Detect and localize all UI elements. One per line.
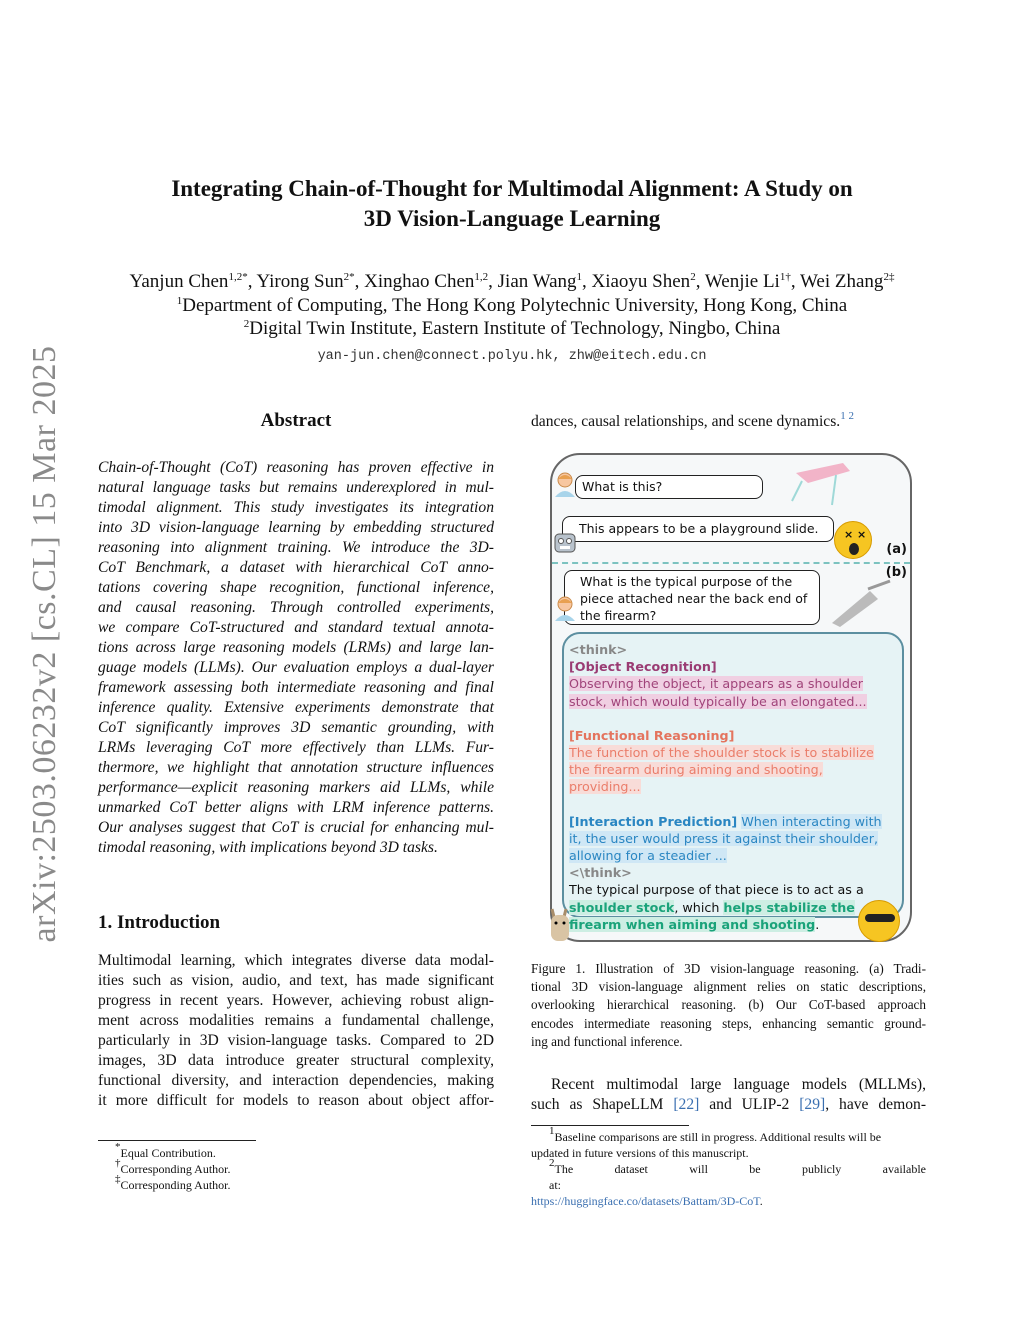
user-avatar-icon bbox=[554, 471, 576, 497]
text-line: and causal reasoning. Through controlled experiments, bbox=[98, 599, 494, 616]
author-affiliation-mark: 1,2 bbox=[474, 271, 489, 283]
firearm-stock-pointcloud-image bbox=[830, 573, 895, 628]
figure-1 bbox=[550, 453, 912, 942]
continued-text bbox=[531, 410, 854, 431]
emails: yan-jun.chen@connect.polyu.hk, zhw@eitech.edu.cn bbox=[317, 348, 707, 364]
text-line: guage models (LLMs). Our evaluation employs a dual-layer bbox=[98, 659, 494, 676]
arxiv-identifier: arXiv:2503.06232v2 [cs.CL] 15 Mar 2025 bbox=[26, 345, 63, 943]
footnote-links[interactable]: 1 2 bbox=[840, 410, 854, 422]
citation-link[interactable]: [22] bbox=[673, 1096, 700, 1113]
text-line: tations covering shape recognition, functional inference, bbox=[98, 579, 494, 596]
user-avatar-icon bbox=[554, 595, 576, 621]
author-name: Yirong Sun bbox=[256, 271, 344, 292]
text-line: LRMs leveraging CoT more effectively than LLMs. Fur- bbox=[98, 739, 494, 756]
footnote-text: Corresponding Author. bbox=[120, 1178, 231, 1192]
footnote-mark: * bbox=[115, 1141, 121, 1153]
answer-text: The typical purpose of that piece is to act as a bbox=[569, 882, 864, 898]
text: such as ShapeLLM bbox=[531, 1096, 674, 1113]
footnote-text: Corresponding Author. bbox=[120, 1162, 231, 1176]
dataset-link[interactable]: https://huggingface.co/datasets/Battam/3D-CoT bbox=[531, 1194, 760, 1208]
text-line: images, 3D data introduce greater structural complexity, bbox=[98, 1052, 494, 1069]
robot-icon bbox=[552, 529, 578, 555]
text-line: overlooking hierarchical reasoning. (b) Our CoT-based approach bbox=[531, 997, 926, 1013]
text-line: unmarked CoT better aligns with LRM inference patterns. bbox=[98, 799, 494, 816]
llama-icon bbox=[546, 905, 574, 941]
footnote-mark: ‡ bbox=[115, 1173, 121, 1185]
text-line: Figure 1. Illustration of 3D vision-language reasoning. (a) Tradi- bbox=[531, 961, 926, 976]
answer-highlight: helps stabilize the firearm when aiming and shooting bbox=[569, 899, 855, 932]
footnote-text: Baseline comparisons are still in progress. Additional results will be bbox=[554, 1130, 882, 1144]
text-line: performance—explicit reasoning markers aid LLMs, while bbox=[98, 779, 494, 796]
answer-highlight: shoulder stock bbox=[569, 899, 675, 915]
author-name: Yanjun Chen bbox=[129, 271, 229, 292]
text-line: particularly in 3D vision-language tasks. Compared to 2D bbox=[98, 1032, 494, 1049]
affiliation-mark: 2 bbox=[243, 318, 250, 330]
paper-title bbox=[0, 174, 1024, 234]
author-affiliation-mark: 2 bbox=[690, 271, 696, 283]
footnote bbox=[531, 1125, 926, 1145]
text-line: Our analyses suggest that CoT is crucial for enhancing mul- bbox=[98, 819, 494, 836]
footnote bbox=[115, 1157, 231, 1177]
author-list: Yanjun Chen$^{1,2*}$, Yirong Sun$^{2*}$, Xinghao Chen$^{1,2}$, Jian Wang$^1$, Xiaoyu Shen$^2$, Wenjie $Li^{1\dagger}$, Wei Zhang$^{2\ddagger}$ bbox=[129, 271, 895, 292]
text-line: thermore, we highlight that annotation structure influences bbox=[98, 759, 494, 776]
title-line: 3D Vision-Language Learning bbox=[363, 206, 661, 231]
text-line: into 3D vision-language learning by embedding structured bbox=[98, 519, 494, 536]
right-footnotes bbox=[531, 1125, 926, 1209]
footnote bbox=[531, 1157, 926, 1193]
answer-bubble-a: This appears to be a playground slide. bbox=[562, 516, 834, 542]
text-line: tional 3D vision-language alignment relies on static descriptions, bbox=[531, 979, 926, 995]
text-line: functional diversity, and interaction dependencies, making bbox=[98, 1072, 494, 1089]
text: , have demon- bbox=[825, 1096, 927, 1113]
footnote bbox=[115, 1141, 231, 1161]
panel-label-b: (b) bbox=[885, 565, 907, 580]
affiliation-text: Digital Twin Institute, Eastern Institute of Technology, Ningbo, China bbox=[249, 318, 781, 339]
author-name: Wenjie Li bbox=[704, 271, 780, 292]
object-recognition-text: Observing the object, it appears as a shoulder stock, which would typically be an elongated... bbox=[569, 676, 867, 709]
affiliation bbox=[0, 317, 1024, 341]
answer-text: , which bbox=[674, 899, 724, 915]
author-name: Jian Wang bbox=[497, 271, 577, 292]
text-line bbox=[531, 1095, 926, 1115]
author-block bbox=[0, 270, 1024, 368]
footnote-text: The dataset will be publicly available at: bbox=[549, 1162, 926, 1192]
reasoning-box bbox=[562, 632, 904, 932]
text-line: CoT significantly improves 3D semantic grounding, with bbox=[98, 719, 494, 736]
slide-pointcloud-image bbox=[788, 461, 858, 511]
abstract-heading: Abstract bbox=[260, 410, 332, 431]
text: dances, causal relationships, and scene dynamics. bbox=[531, 413, 841, 430]
citation-link[interactable]: [29] bbox=[799, 1096, 826, 1113]
author-name: Xiaoyu Shen bbox=[591, 271, 691, 292]
text-line: CoT Benchmark, a dataset with hierarchical CoT anno- bbox=[98, 559, 494, 576]
footnote-text: Equal Contribution. bbox=[120, 1146, 216, 1160]
object-recognition-heading: [Object Recognition] bbox=[569, 659, 717, 675]
figure-caption bbox=[531, 960, 926, 1051]
author-name: Xinghao Chen bbox=[364, 271, 475, 292]
author-affiliation-mark: 2* bbox=[343, 271, 355, 283]
text-line: ing and functional inference. bbox=[531, 1033, 683, 1049]
text-line: timodal reasoning, with implications beyond 3D tasks. bbox=[98, 839, 438, 856]
footnote bbox=[115, 1173, 231, 1193]
affiliation bbox=[0, 294, 1024, 318]
text-line: timodal alignment. This study investigates its integration bbox=[98, 499, 494, 516]
text-line: natural language tasks but remains underexplored in mul- bbox=[98, 479, 494, 496]
author-affiliation-mark: 1† bbox=[779, 271, 791, 283]
text-line: reasoning into alignment training. We introduce the 3D- bbox=[98, 539, 494, 556]
left-footnotes bbox=[115, 1141, 231, 1193]
text-line: encodes intermediate reasoning steps, enhancing semantic ground- bbox=[531, 1015, 926, 1031]
think-open-tag: <think> bbox=[569, 642, 628, 657]
question-bubble-a: What is this? bbox=[575, 475, 763, 499]
dizzy-face-emoji-icon: × × bbox=[834, 521, 872, 559]
introduction-body bbox=[98, 951, 494, 1111]
footnote-mark: † bbox=[115, 1157, 121, 1169]
paragraph-recent-mllms bbox=[531, 1075, 926, 1115]
text-line: Recent multimodal large language models (MLLMs), bbox=[551, 1076, 926, 1093]
text-line: it more difficult for models to reason about object affor- bbox=[98, 1092, 494, 1109]
think-close-tag: <\think> bbox=[569, 865, 632, 881]
text-line: inference quality. Extensive experiments demonstrate that bbox=[98, 699, 494, 716]
interaction-prediction-heading: [Interaction Prediction] bbox=[569, 813, 738, 829]
title-line: Integrating Chain-of-Thought for Multimodal Alignment: A Study on bbox=[171, 176, 853, 201]
text: . bbox=[759, 1194, 763, 1208]
text: and ULIP-2 bbox=[699, 1096, 800, 1113]
footnote-mark: 1 bbox=[549, 1125, 555, 1137]
cool-sunglasses-emoji-icon bbox=[858, 900, 900, 942]
answer-text: . bbox=[815, 916, 820, 932]
text-line: we compare CoT-structured and standard textual annota- bbox=[98, 619, 494, 636]
footnote-mark: 2 bbox=[549, 1157, 555, 1169]
footnote-rule bbox=[98, 1140, 256, 1141]
abstract-body bbox=[98, 458, 494, 858]
footnote-text: updated in future versions of this manuscript. bbox=[531, 1146, 749, 1160]
question-bubble-b: What is the typical purpose of the piece attached near the back end of the firearm? bbox=[564, 570, 820, 625]
text-line: progress in recent years. However, achieving robust align- bbox=[98, 992, 494, 1009]
final-answer bbox=[569, 881, 897, 933]
author-affiliation-mark: 1,2* bbox=[228, 271, 248, 283]
text-line: ities such as vision, audio, and text, has made significant bbox=[98, 972, 494, 989]
text-line: Chain-of-Thought (CoT) reasoning has proven effective in bbox=[98, 459, 494, 476]
panel-label-a: (a) bbox=[886, 542, 907, 557]
affiliation-text: Department of Computing, The Hong Kong Polytechnic University, Hong Kong, China bbox=[182, 294, 848, 316]
functional-reasoning-text: The function of the shoulder stock is to stabilize the firearm during aiming and shooting, providing... bbox=[569, 745, 874, 795]
text-line: ment across modalities remains a fundamental challenge, bbox=[98, 1012, 494, 1029]
functional-reasoning-heading: [Functional Reasoning] bbox=[569, 727, 735, 743]
text-line: framework assessing both intermediate reasoning and final bbox=[98, 679, 494, 696]
panel-divider bbox=[552, 562, 910, 564]
affiliation-mark: 1 bbox=[176, 294, 183, 307]
author-name: Wei Zhang bbox=[800, 271, 884, 292]
interaction-prediction-text: When interacting with it, the user would press it against their shoulder, allowing for a steadier ... bbox=[569, 813, 882, 864]
introduction-heading: 1. Introduction bbox=[98, 912, 221, 933]
text-line: Multimodal learning, which integrates diverse data modal- bbox=[98, 952, 494, 969]
author-affiliation-mark: 2‡ bbox=[883, 271, 895, 283]
text-line: tions across large reasoning models (LRMs) and large lan- bbox=[98, 639, 494, 656]
author-affiliation-mark: 1 bbox=[576, 271, 582, 283]
